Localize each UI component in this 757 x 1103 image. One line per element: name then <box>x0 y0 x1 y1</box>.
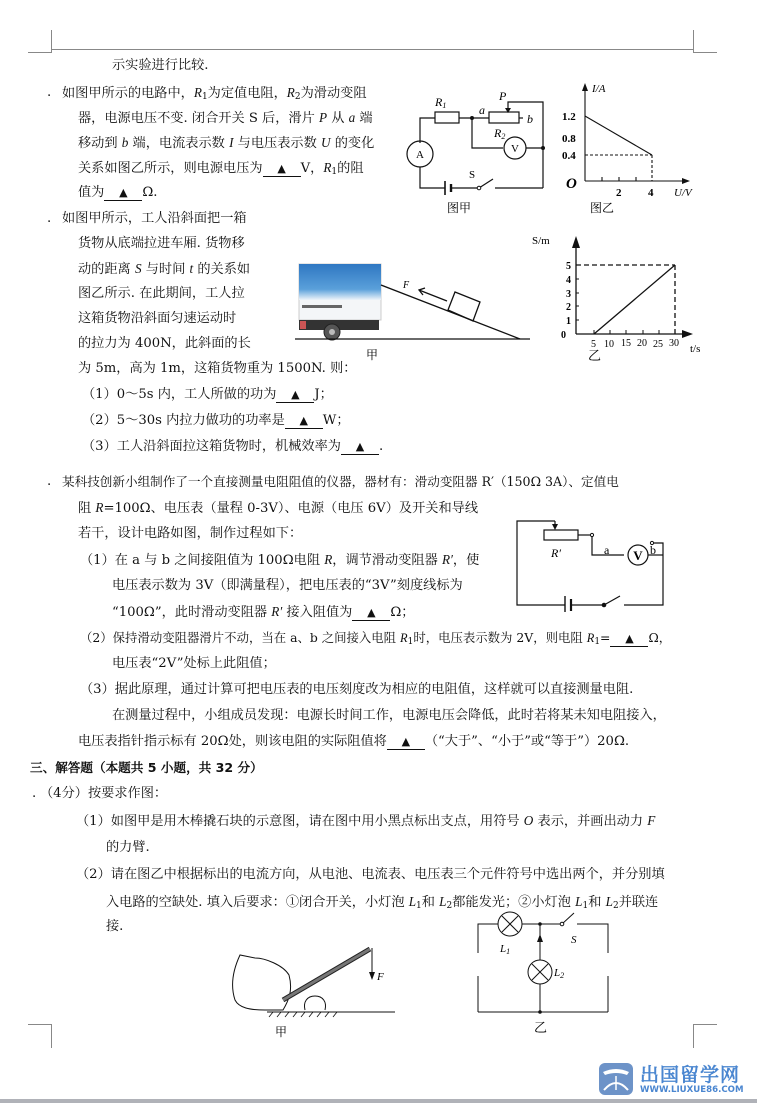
answer-blank[interactable]: ▲ <box>341 440 379 455</box>
force-label: F <box>403 280 410 291</box>
label-l1: L1 <box>500 943 511 956</box>
logo-emblem-icon <box>598 1062 634 1096</box>
q4-line-3: （2）请在图乙中根据标出的电流方向，从电池、电流表、电压表三个元件符号中选出两个，并分别填 <box>76 867 665 882</box>
q3-line-2: 阻 R=100Ω、电压表（量程 0-3V）、电源（电压 6V）及开关和导线 <box>78 500 479 516</box>
q3-line-6: “100Ω”，此时滑动变阻器 R′ 接入阻值为 ▲ Ω； <box>112 604 415 620</box>
figure-caption: 甲 <box>275 1025 288 1039</box>
force-arrow <box>419 290 447 301</box>
figure-caption: 图甲 <box>447 201 472 215</box>
y-tick: 1 <box>566 316 571 327</box>
q3-line-8: 电压表“2V”处标上此阻值； <box>112 656 276 671</box>
y-tick: 0.4 <box>562 150 576 162</box>
iu-line <box>585 116 652 155</box>
q2-line-6: 的拉力为 400N，此斜面的长 <box>78 336 251 351</box>
q4-intro: （4分）按要求作图： <box>40 786 168 801</box>
answer-blank[interactable]: ▲ <box>104 186 142 201</box>
figure-caption: 乙 <box>588 348 602 363</box>
q2-line-1: 如图甲所示，工人沿斜面把一箱 <box>62 211 247 226</box>
q3-line-5: 电压表示数为 3V（即满量程），把电压表的“3V”刻度线标为 <box>112 578 463 593</box>
switch-label: S <box>571 934 577 946</box>
q2-sub-1: （1）0～5s 内，工人所做的功为 ▲ J； <box>82 387 333 402</box>
question-marker: . <box>32 786 37 801</box>
y-axis-label: S/m <box>532 235 550 247</box>
q4-line-1: （1）如图甲是用木棒撬石块的示意图，请在图中用小黑点标出支点，用符号 O 表示，并画出动力 F <box>76 813 656 829</box>
q1-line-4: 关系如图乙所示，则电源电压为 ▲ V，$R_1$的阻 <box>78 160 364 177</box>
label-b: b <box>650 543 656 557</box>
q2-line-7: 为 5m，高为 1m，这箱货物重为 1500N. 则： <box>78 361 357 376</box>
figure-caption: 图乙 <box>590 201 615 215</box>
figure-caption: 乙 <box>534 1020 548 1035</box>
label-a: a <box>479 103 485 117</box>
label-b: b <box>527 112 533 126</box>
switch-label: S <box>469 169 476 181</box>
bottom-bar <box>0 1099 757 1103</box>
ammeter-label: A <box>416 149 424 161</box>
x-tick: 10 <box>604 339 614 350</box>
q1-circuit-diagram <box>395 78 555 218</box>
q2-incline-figure <box>292 255 532 363</box>
q1-line-1: 如图甲所示的电路中，$R_1$为定值电阻，$R_2$为滑动变阻 <box>62 85 367 102</box>
q3-line-7: （2）保持滑动变阻器滑片不动，当在 a、b 之间接入电阻 $R_1$时，电压表示数为 2V，则电阻 $R_1=$ ▲ Ω， <box>80 630 672 647</box>
q2-line-2: 货物从底端拉进车厢. 货物移 <box>78 236 245 251</box>
y-tick: 1.2 <box>562 111 576 123</box>
question-marker: . <box>47 85 52 100</box>
q1-iu-graph <box>560 78 705 218</box>
q1-line-2: 器，电源电压不变. 闭合开关 S 后，滑片 P 从 a 端 <box>78 110 373 126</box>
label-a: a <box>604 543 610 557</box>
q3-line-9: （3）据此原理，通过计算可把电压表的电压刻度改为相应的电阻值，这样就可以直接测量电阻. <box>80 682 634 697</box>
label-r1: R1 <box>435 95 447 110</box>
st-line <box>594 265 675 334</box>
q1-line-5: 值为 ▲ Ω. <box>78 185 158 200</box>
figure-caption: 甲 <box>366 348 379 362</box>
q1-line-3: 移动到 b 端，电流表示数 I 与电压表示数 U 的变化 <box>78 135 375 151</box>
q2-line-3: 动的距离 S 与时间 t 的关系如 <box>78 261 251 277</box>
x-tick: 20 <box>637 338 647 349</box>
q4-lever-figure <box>225 940 395 1040</box>
force-label: F <box>377 971 384 983</box>
fulcrum-stone <box>304 996 325 1010</box>
voltmeter-label: V <box>511 143 519 155</box>
q2-sub-3: （3）工人沿斜面拉这箱货物时，机械效率为 ▲ . <box>82 439 384 454</box>
answer-blank[interactable]: ▲ <box>263 162 301 177</box>
q2-st-graph <box>530 228 710 378</box>
resistor-r1 <box>435 112 459 123</box>
answer-blank[interactable]: ▲ <box>352 606 390 621</box>
x-tick: 5 <box>591 339 596 350</box>
y-tick: 5 <box>566 261 571 272</box>
answer-blank[interactable]: ▲ <box>387 735 425 750</box>
watermark-name: 出国留学网 <box>640 1064 741 1086</box>
voltmeter-label: V <box>633 548 643 563</box>
q4-line-4: 入电路的空缺处. 填入后要求：①闭合开关，小灯泡 $L_1$和 $L_2$都能发光；②小灯泡 $L_1$和 $L_2$并联连 <box>106 894 659 911</box>
section-heading: 三、解答题（本题共 5 小题，共 32 分） <box>30 760 263 775</box>
q4-line-2: 的力臂. <box>106 840 150 855</box>
label-p: P <box>499 89 507 103</box>
answer-blank[interactable]: ▲ <box>610 631 648 647</box>
watermark-url: WWW.LIUXUE86.COM <box>640 1085 744 1095</box>
q3-line-1: 某科技创新小组制作了一个直接测量电阻阻值的仪器，器材有：滑动变阻器 R′（150Ω 3A）、定值电 <box>62 474 619 489</box>
question-marker: . <box>47 211 52 226</box>
y-tick: 3 <box>566 289 571 300</box>
incline-line <box>381 285 520 339</box>
y-tick: 0 <box>561 330 566 341</box>
y-tick: 2 <box>566 302 571 313</box>
x-axis-label: t/s <box>690 343 701 355</box>
q2-line-5: 这箱货物沿斜面匀速运动时 <box>78 311 237 326</box>
q3-line-3: 若干，设计电路如图，制作过程如下： <box>78 526 303 541</box>
q3-circuit-diagram <box>512 512 672 612</box>
x-tick: 4 <box>648 187 654 199</box>
q2-line-4: 图乙所示. 在此期间，工人拉 <box>78 286 245 301</box>
y-tick: 0.8 <box>562 133 576 145</box>
q4-line-5: 接. <box>106 919 124 934</box>
truck-image <box>299 264 381 340</box>
x-tick: 30 <box>669 338 679 349</box>
rock <box>233 955 291 1010</box>
cargo-box <box>448 292 480 321</box>
y-axis-label: I/A <box>592 83 606 95</box>
answer-blank[interactable]: ▲ <box>285 414 323 429</box>
continuation-text: 示实验进行比较. <box>112 58 209 73</box>
q4-parallel-circuit <box>470 908 620 1038</box>
x-tick: 25 <box>653 339 663 350</box>
current-direction-arrow <box>537 934 543 942</box>
q3-line-11: 电压表指针指示标有 20Ω处，则该电阻的实际阻值将 ▲ （“大于”、“小于”或“等于”）20Ω. <box>78 734 630 749</box>
q3-line-10: 在测量过程中，小组成员发现：电源长时间工作，电源电压会降低，此时若将某未知电阻接入， <box>112 708 666 723</box>
answer-blank[interactable]: ▲ <box>276 388 314 403</box>
x-tick: 15 <box>621 338 631 349</box>
resistor-r2 <box>489 112 519 123</box>
label-r-prime: R′ <box>551 546 561 560</box>
question-marker: . <box>47 474 52 489</box>
origin-label: O <box>566 176 577 192</box>
q2-sub-2: （2）5～30s 内拉力做功的功率是 ▲ W； <box>82 413 350 428</box>
y-tick: 4 <box>566 275 571 286</box>
rheostat-r-prime <box>544 530 578 540</box>
label-r2: R2 <box>494 126 506 141</box>
x-axis-label: U/V <box>674 187 692 199</box>
x-tick: 2 <box>616 187 622 199</box>
label-l2: L2 <box>554 967 565 980</box>
q3-line-4: （1）在 a 与 b 之间接阻值为 100Ω电阻 R，调节滑动变阻器 R′，使 <box>80 552 480 568</box>
watermark-logo <box>598 1060 756 1098</box>
